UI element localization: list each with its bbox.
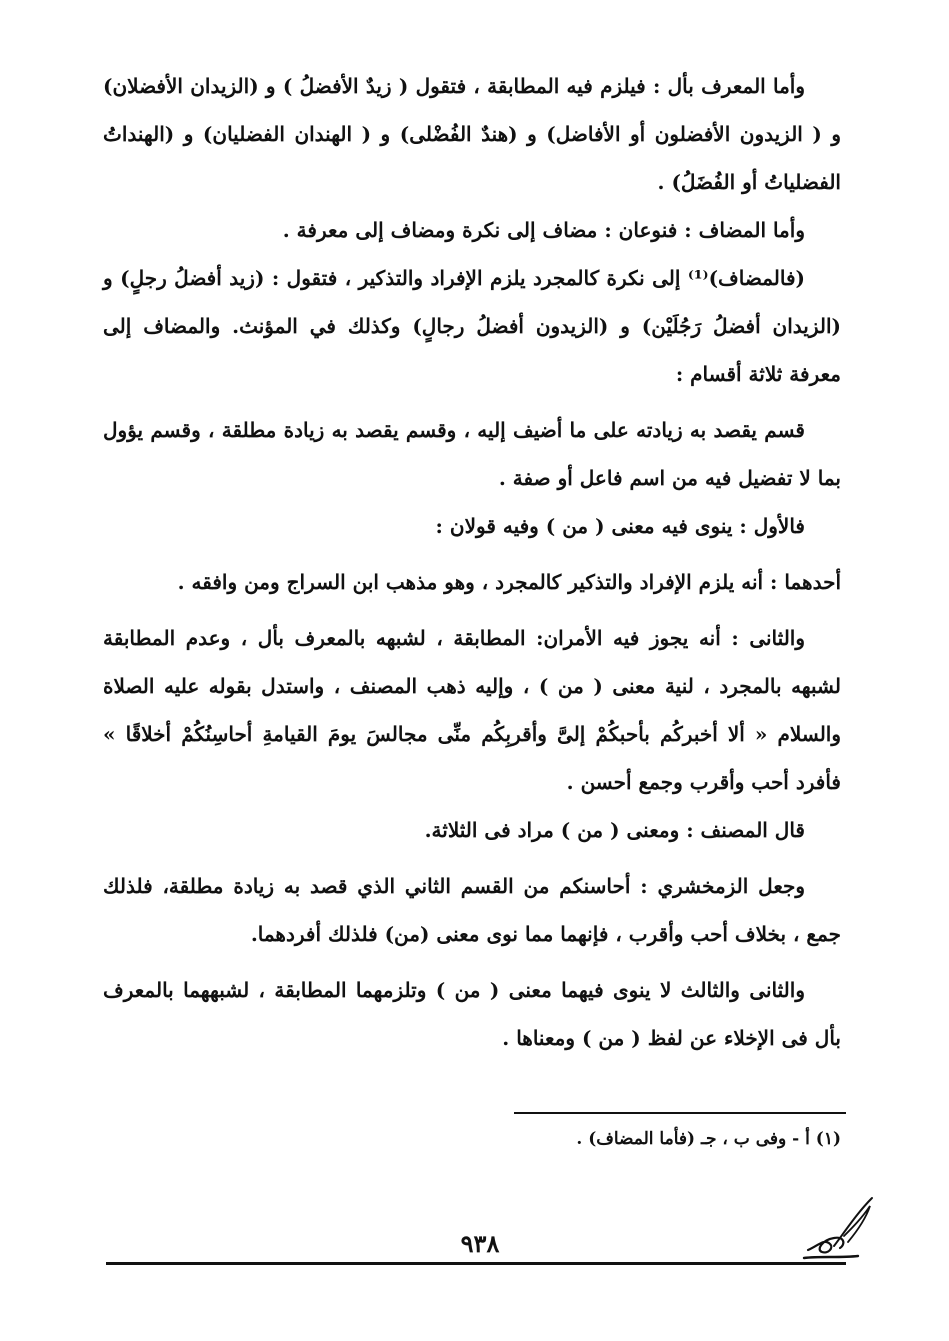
footnote-divider — [514, 1112, 846, 1114]
page-number: ٩٣٨ — [460, 1229, 500, 1258]
paragraph-2: وأما المضاف : فنوعان : مضاف إلى نكرة ومضاف إلى معرفة . — [282, 218, 805, 242]
main-text — [103, 62, 841, 1062]
paragraph-7: والثانى : أنه يجوز فيه الأمران: المطابقة ، لشبهه بالمعرف بأل ، وعدم المطابقة لشبهه بالمجرد ، لنية معنى ( من ) ، وإليه ذهب المصنف ، واستدل بقوله عليه الصلاة والسلام « ألا أخبركُم بأحبكُمْ إلىَّ وأقربِكُم منِّى مجالسَ يومَ القيامةِ أحاسِنُكُمْ أخلاقًا » فأفرد أحب وأقرب وجمع أحسن . — [103, 626, 841, 794]
paragraph-10: والثانى والثالث لا ينوى فيهما معنى ( من ) وتلزمهما المطابقة ، لشبههما بالمعرف بأل فى الإخلاء عن لفظ ( من ) ومعناها . — [103, 978, 841, 1050]
paragraph-1: وأما المعرف بأل : فيلزم فيه المطابقة ، فتقول ( زيدٌ الأفضلُ ) و (الزيدان الأفضلان) و ( الزيدون الأفضلون أو الأفاضل) و (هندٌ الفُضْلى) و ( الهندان الفضليان) و (الهنداتُ الفضلياتُ أو الفُضَلُ) . — [103, 74, 841, 194]
footnote: (١) أ - وفى ب ، جـ (فأما المضاف) . — [576, 1129, 841, 1149]
paragraph-4: قسم يقصد به زيادته على ما أضيف إليه ، وقسم يقصد به زيادة مطلقة ، وقسم يؤول بما لا تفضيل فيه من اسم فاعل أو صفة . — [103, 418, 841, 490]
paragraph-5: فالأول : ينوى فيه معنى ( من ) وفيه قولان : — [435, 514, 805, 538]
paragraph-3: (فالمضاف)⁽¹⁾ إلى نكرة كالمجرد يلزم الإفراد والتذكير ، فتقول : (زيد أفضلُ رجلٍ) و (الزيدان أفضلُ رَجُلَيْن) و (الزيدون أفضلُ رجالٍ) وكذلك في المؤنث. والمضاف إلى معرفة ثلاثة أقسام : — [103, 266, 841, 386]
paragraph-8: قال المصنف : ومعنى ( من ) مراد فى الثلاثة. — [424, 818, 805, 842]
handwritten-signature-icon — [800, 1188, 880, 1264]
paragraph-6: أحدهما : أنه يلزم الإفراد والتذكير كالمجرد ، وهو مذهب ابن السراج ومن وافقه . — [177, 570, 841, 594]
bottom-divider — [106, 1262, 846, 1265]
paragraph-9: وجعل الزمخشري : أحاسنكم من القسم الثاني الذي قصد به زيادة مطلقة، فلذلك جمع ، بخلاف أحب وأقرب ، فإنهما مما نوى معنى (من) فلذلك أفردهما. — [103, 874, 841, 946]
